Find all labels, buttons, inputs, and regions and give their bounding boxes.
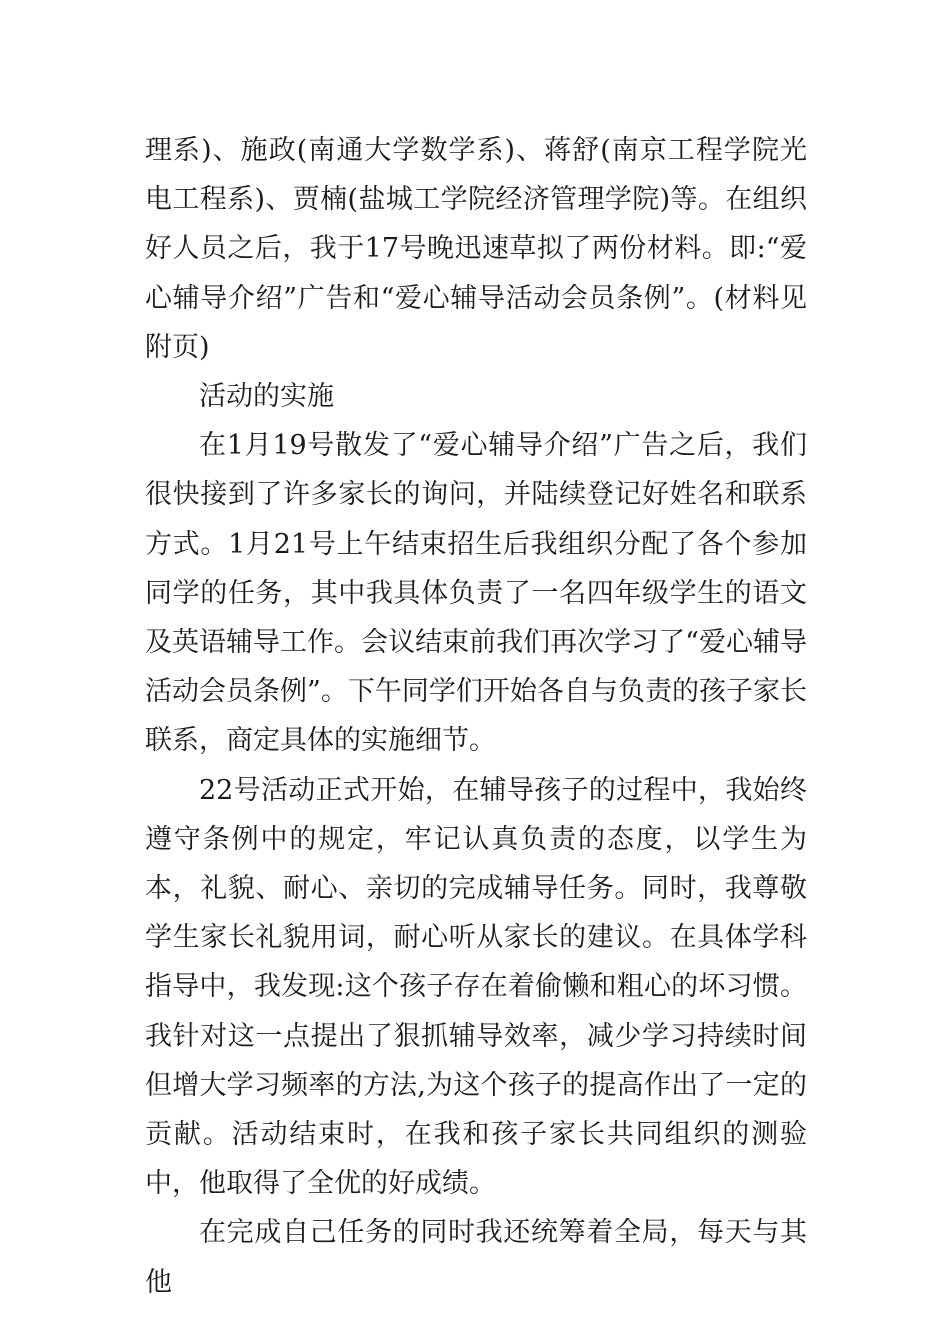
paragraph-1: 理系)、施政(南通大学数学系)、蒋舒(南京工程学院光电工程系)、贾楠(盐城工学院经济管理学院)等。在组织好人员之后，我于17号晚迅速草拟了两份材料。即:“爱心辅导介绍”广告和“爱心辅导活动会员条例”。(材料见附页) (145, 135, 807, 363)
paragraph-4: 在完成自己任务的同时我还统筹着全局，每天与其他 (145, 1217, 807, 1298)
paragraph-3: 22号活动正式开始，在辅导孩子的过程中，我始终遵守条例中的规定，牢记认真负责的态度，以学生为本，礼貌、耐心、亲切的完成辅导任务。同时，我尊敬学生家长礼貌用词，耐心听从家长的建议。在具体学科指导中，我发现:这个孩子存在着偷懒和粗心的坏习惯。我针对这一点提出了狠抓辅导效率，减少学习持续时间但增大学习频率的方法,为这个孩子的提高作出了一定的贡献。活动结束时，在我和孩子家长共同组织的测验中，他取得了全优的好成绩。 (145, 774, 807, 1200)
document-body (145, 126, 807, 1307)
section-heading-activity-implementation: 活动的实施 (199, 381, 334, 413)
paragraph-2: 在1月19号散发了“爱心辅导介绍”广告之后，我们很快接到了许多家长的询问，并陆续登记好姓名和联系方式。1月21号上午结束招生后我组织分配了各个参加同学的任务，其中我具体负责了一名四年级学生的语文及英语辅导工作。会议结束前我们再次学习了“爱心辅导活动会员条例”。下午同学们开始各自与负责的孩子家长联系，商定具体的实施细节。 (145, 430, 807, 757)
